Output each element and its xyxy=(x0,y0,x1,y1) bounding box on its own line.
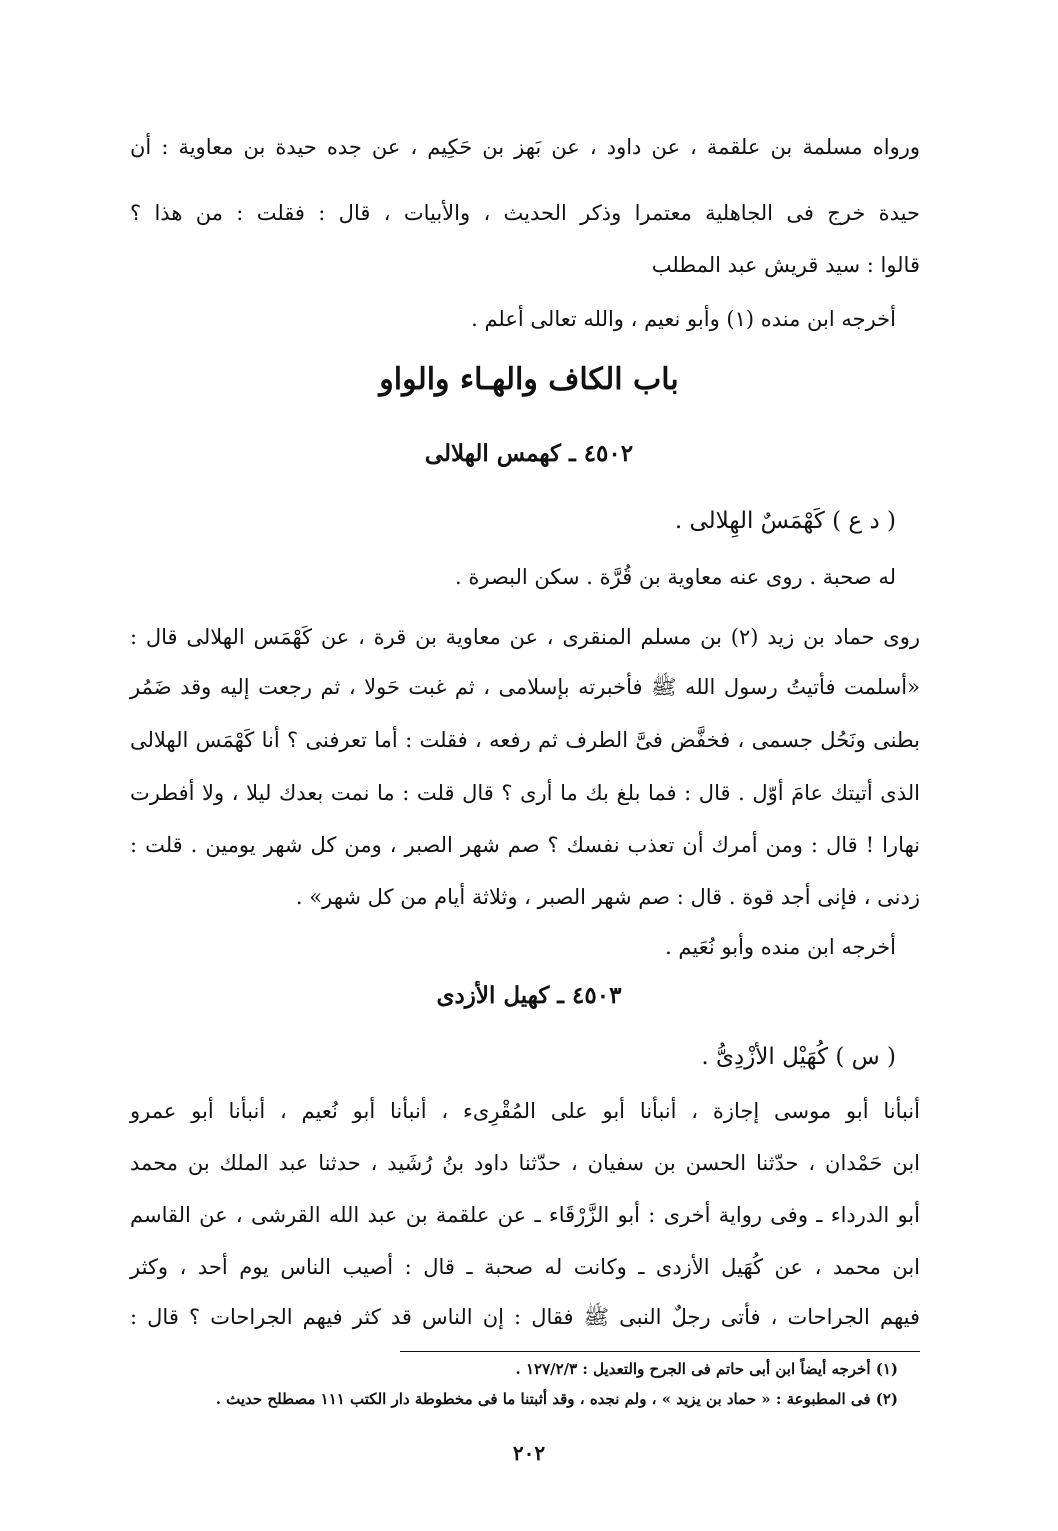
text-line: «أسلمت فأتيتُ رسول الله ﷺ فأخبرته بإسلامى ، ثم غبت حَولا ، ثم رجعت إليه وقد ضَمُر xyxy=(130,675,920,699)
entry-title: ٤٥٠٢ ـ كهمس الهلالى xyxy=(424,440,634,467)
text-line: ابن حَمْدان ، حدّثنا الحسن بن سفيان ، حدّثنا داود بنُ رُشَيد ، حدثنا عبد الملك بن محمد xyxy=(130,1151,920,1175)
footnote: (٢) فى المطبوعة : « حماد بن يزيد » ، ولم نجده ، وقد أثبتنا ما فى مخطوطة دار الكتب ١١١ مصطلح حديث . xyxy=(215,1390,898,1408)
chapter-heading: باب الكاف والهـاء والواو xyxy=(379,362,679,397)
text-line: أبو الدرداء ـ وفى رواية أخرى : أبو الزَّرْقَاء ـ عن علقمة بن عبد الله القرشى ، عن القاسم xyxy=(130,1203,920,1227)
text-line: أنبأنا أبو موسى إجازة ، أنبأنا أبو على المُقْرِىء ، أنبأنا أبو نُعيم ، أنبأنا أبو عمرو xyxy=(130,1099,920,1123)
text-line: زدنى ، فإنى أجد قوة . قال : صم شهر الصبر ، وثلاثة أيام من كل شهر» . xyxy=(295,885,920,909)
entry-title: ٤٥٠٣ ـ كهيل الأزدى xyxy=(436,982,622,1009)
footnote: (١) أخرجه أيضاً ابن أبى حاتم فى الجرح والتعديل : ١٢٧/٢/٣ . xyxy=(515,1360,898,1378)
text-line: الذى أتيتك عامَ أوّل . قال : فما بلغ بك ما أرى ؟ قال قلت : ما نمت بعدك ليلا ، ولا أفطرت xyxy=(130,781,920,805)
text-line: ابن محمد ، عن كُهَيل الأزدى ـ وكانت له صحبة ـ قال : أصيب الناس يوم أحد ، وكثر xyxy=(130,1255,920,1279)
footnote-divider xyxy=(400,1351,920,1352)
text-line: حيدة خرج فى الجاهلية معتمرا وذكر الحديث ، والأبيات ، قال : فقلت : من هذا ؟ xyxy=(130,201,920,225)
text-line: بطنى ونَحُل جسمى ، فخفَّض فىَّ الطرف ثم رفعه ، فقلت : أما تعرفنى ؟ أنا كَهْمَس الهلالى xyxy=(130,728,920,752)
text-line: نهارا ! قال : ومن أمرك أن تعذب نفسك ؟ صم شهر الصبر ، ومن كل شهر يومين . قلت : xyxy=(130,833,920,857)
closing-line: أخرجه ابن منده (١) وأبو نعيم ، والله تعالى أعلم . xyxy=(471,307,896,331)
text-line: قالوا : سيد قريش عبد المطلب xyxy=(651,253,920,277)
text-line: ورواه مسلمة بن علقمة ، عن داود ، عن بَهز بن حَكِيم ، عن جده حيدة بن معاوية : أن xyxy=(130,135,920,159)
text-line: له صحبة . روى عنه معاوية بن قُرَّة . سكن البصرة . xyxy=(455,565,896,589)
page-number: ٢٠٢ xyxy=(512,1441,546,1465)
entry-code: ( د ع ) كَهْمَسٌ الهِلالى . xyxy=(674,508,896,534)
entry-code: ( س ) كُهَيْل الأزْدِىُّ . xyxy=(701,1044,896,1070)
text-line: روى حماد بن زيد (٢) بن مسلم المنقرى ، عن معاوية بن قرة ، عن كَهْمَس الهلالى قال : xyxy=(130,625,920,649)
closing-line: أخرجه ابن منده وأبو نُعَيم . xyxy=(665,935,896,959)
text-line: فيهم الجراحات ، فأتى رجلٌ النبى ﷺ فقال : إن الناس قد كثر فيهم الجراحات ؟ قال : xyxy=(130,1305,920,1329)
